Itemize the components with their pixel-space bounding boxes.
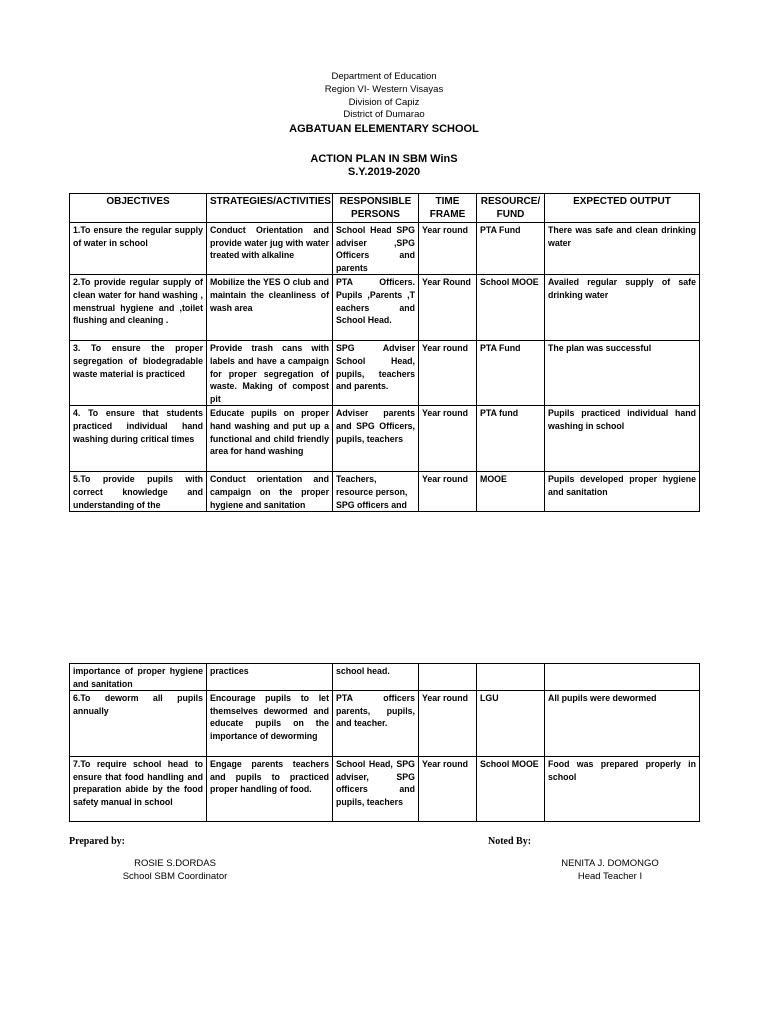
action-plan-table-part2 <box>69 663 700 822</box>
table-row <box>70 275 700 341</box>
resource-cell: MOOE <box>477 472 545 512</box>
time-frame-cell: Year Round <box>419 275 477 341</box>
responsible-cell: School Head SPG adviser ,SPG Officers and parents <box>333 223 419 275</box>
table-row <box>70 472 700 512</box>
resource-cell: School MOOE <box>477 757 545 822</box>
noter-name: NENITA J. DOMONGO <box>561 858 659 869</box>
column-header-expected-output: EXPECTED OUTPUT <box>545 194 700 223</box>
school-name: AGBATUAN ELEMENTARY SCHOOL <box>289 123 479 135</box>
objective-cell: 7.To require school head to ensure that food handling and preparation abide by the food safety manual in school <box>70 757 207 822</box>
responsible-cell: PTA Officers. Pupils ,Parents ,T eachers and School Head. <box>333 275 419 341</box>
plan-title: ACTION PLAN IN SBM WinS <box>310 153 458 165</box>
objective-cell: 5.To provide pupils with correct knowledge and understanding of the <box>70 472 207 512</box>
region-line: Region VI- Western Visayas <box>324 84 444 95</box>
resource-cell: PTA fund <box>477 406 545 472</box>
time-frame-cell: Year round <box>419 757 477 822</box>
resource-cell: School MOOE <box>477 275 545 341</box>
resource-cell: LGU <box>477 691 545 757</box>
time-frame-cell: Year round <box>419 472 477 512</box>
resource-cell <box>477 664 545 691</box>
action-plan-table-part1 <box>69 193 700 512</box>
expected-output-cell: Pupils practiced individual hand washing in school <box>545 406 700 472</box>
noted-by-label: Noted By: <box>488 836 532 847</box>
column-header-strategies: STRATEGIES/ACTIVITIES <box>207 194 333 223</box>
noter-title: Head Teacher I <box>577 871 643 882</box>
time-frame-cell: Year round <box>419 406 477 472</box>
responsible-cell: school head. <box>333 664 419 691</box>
time-frame-cell: Year round <box>419 223 477 275</box>
time-frame-cell <box>419 664 477 691</box>
expected-output-cell: Food was prepared properly in school <box>545 757 700 822</box>
objective-cell: importance of proper hygiene and sanitation <box>70 664 207 691</box>
resource-cell: PTA Fund <box>477 341 545 406</box>
school-year: S.Y.2019-2020 <box>347 166 421 178</box>
strategy-cell: Encourage pupils to let themselves dewormed and educate pupils on the importance of deworming <box>207 691 333 757</box>
expected-output-cell: There was safe and clean drinking water <box>545 223 700 275</box>
objective-cell: 1.To ensure the regular supply of water in school <box>70 223 207 275</box>
preparer-name: ROSIE S.DORDAS <box>134 858 216 869</box>
responsible-cell: School Head, SPG adviser, SPG officers and pupils, teachers <box>333 757 419 822</box>
resource-cell: PTA Fund <box>477 223 545 275</box>
division-line: Division of Capiz <box>348 97 420 108</box>
table-row <box>70 757 700 822</box>
expected-output-cell: The plan was successful <box>545 341 700 406</box>
strategy-cell: Conduct orientation and campaign on the proper hygiene and sanitation <box>207 472 333 512</box>
objective-cell: 6.To deworm all pupils annually <box>70 691 207 757</box>
table-row <box>70 223 700 275</box>
preparer-title: School SBM Coordinator <box>122 871 228 882</box>
column-header-responsible: RESPONSIBLE PERSONS <box>333 194 419 223</box>
table-row <box>70 691 700 757</box>
table-header-row <box>70 194 700 223</box>
expected-output-cell <box>545 664 700 691</box>
table-row <box>70 406 700 472</box>
district-line: District of Dumarao <box>343 109 425 120</box>
strategy-cell: Mobilize the YES O club and maintain the cleanliness of wash area <box>207 275 333 341</box>
table-row <box>70 341 700 406</box>
column-header-time-frame: TIME FRAME <box>419 194 477 223</box>
strategy-cell: Engage parents teachers and pupils to practiced proper handling of food. <box>207 757 333 822</box>
column-header-objectives: OBJECTIVES <box>70 194 207 223</box>
strategy-cell: Provide trash cans with labels and have a campaign for proper segregation of waste. Making of compost pit <box>207 341 333 406</box>
objective-cell: 2.To provide regular supply of clean water for hand washing , menstrual hygiene and ,toilet flushing and cleaning . <box>70 275 207 341</box>
prepared-by-label: Prepared by: <box>69 836 126 847</box>
expected-output-cell: All pupils were dewormed <box>545 691 700 757</box>
responsible-cell: Adviser parents and SPG Officers, pupils, teachers <box>333 406 419 472</box>
objective-cell: 4. To ensure that students practiced individual hand washing during critical times <box>70 406 207 472</box>
responsible-cell: PTA officers parents, pupils, and teacher. <box>333 691 419 757</box>
column-header-resource: RESOURCE/ FUND <box>477 194 545 223</box>
time-frame-cell: Year round <box>419 691 477 757</box>
responsible-cell: Teachers, resource person, SPG officers and <box>333 472 419 512</box>
objective-cell: 3. To ensure the proper segregation of biodegradable waste material is practiced <box>70 341 207 406</box>
time-frame-cell: Year round <box>419 341 477 406</box>
strategy-cell: Educate pupils on proper hand washing and put up a functional and child friendly area for hand washing <box>207 406 333 472</box>
table-row <box>70 664 700 691</box>
expected-output-cell: Pupils developed proper hygiene and sanitation <box>545 472 700 512</box>
strategy-cell: Conduct Orientation and provide water jug with water treated with alkaline <box>207 223 333 275</box>
strategy-cell: practices <box>207 664 333 691</box>
expected-output-cell: Availed regular supply of safe drinking water <box>545 275 700 341</box>
department-line: Department of Education <box>331 71 437 82</box>
responsible-cell: SPG Adviser School Head, pupils, teachers and parents. <box>333 341 419 406</box>
